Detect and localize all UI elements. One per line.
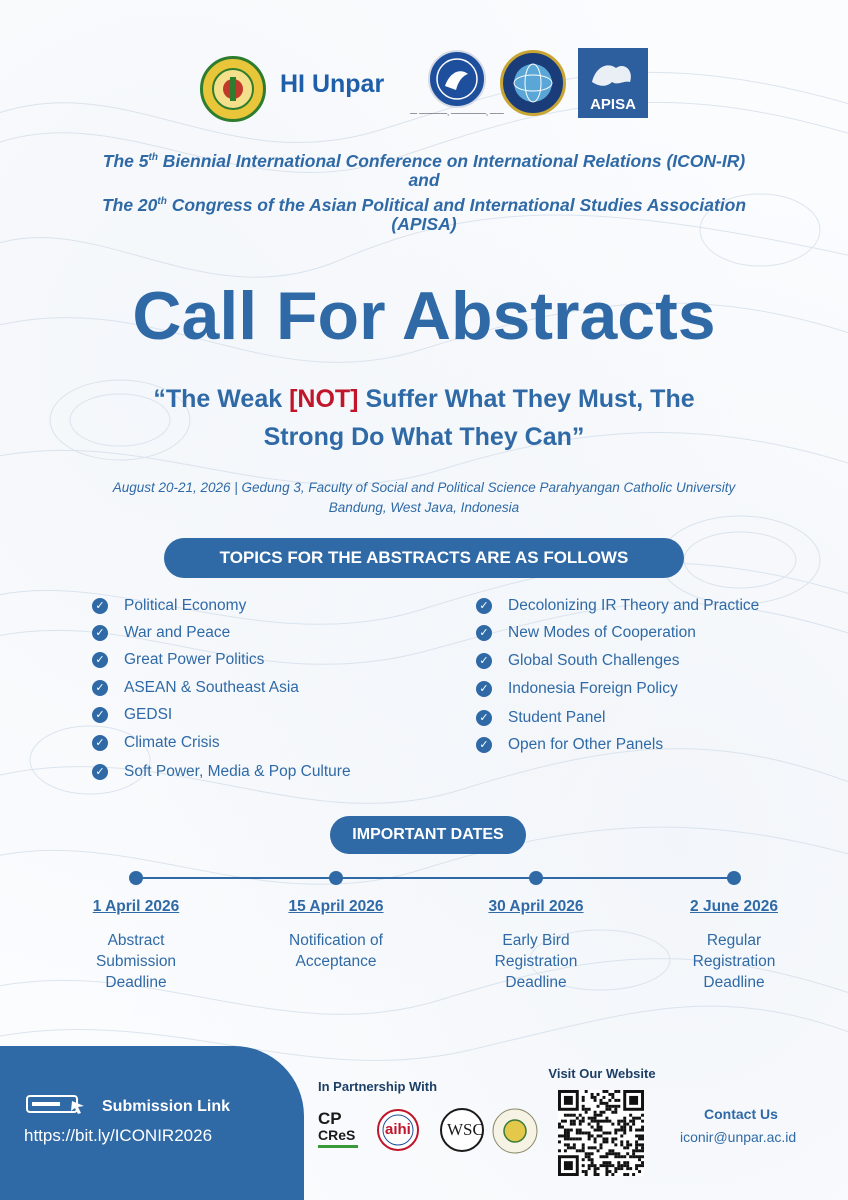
check-icon: ✓ xyxy=(92,764,108,780)
topic-label: Global South Challenges xyxy=(508,652,680,669)
event-info: August 20-21, 2026 | Gedung 3, Faculty of Social and Political Science Parahyangan Catholic University Bandung, West Java, Indonesia xyxy=(112,480,736,515)
apisa-logo xyxy=(578,48,648,118)
timeline-line xyxy=(136,877,734,879)
topic-label: Climate Crisis xyxy=(124,734,220,751)
hi-unpar-logo: HI Unpar xyxy=(280,70,385,98)
topic-item xyxy=(92,761,351,783)
topic-item xyxy=(476,595,759,617)
check-icon: ✓ xyxy=(92,625,108,641)
topic-label: GEDSI xyxy=(124,706,173,723)
timeline-dot xyxy=(529,871,543,885)
date-label xyxy=(256,930,416,972)
topic-label: Decolonizing IR Theory and Practice xyxy=(508,597,760,614)
check-icon: ✓ xyxy=(92,735,108,751)
topic-label: War and Peace xyxy=(124,624,231,641)
topic-item xyxy=(476,707,605,729)
date-label-line: Abstract xyxy=(107,932,165,949)
topic-label: Open for Other Panels xyxy=(508,736,664,753)
university-seal-icon xyxy=(200,56,266,122)
date-label-line: Registration xyxy=(692,953,776,970)
date-label xyxy=(456,930,616,993)
association-seal-icon xyxy=(428,50,486,108)
topic-label: Political Economy xyxy=(124,597,247,614)
topic-item xyxy=(476,650,679,672)
topic-item xyxy=(476,734,663,756)
globe-seal-icon xyxy=(500,50,566,116)
topic-label: Indonesia Foreign Policy xyxy=(508,680,678,697)
visit-website-label: Visit Our Website xyxy=(548,1066,656,1081)
link-icon xyxy=(26,1093,88,1115)
topic-item xyxy=(92,677,299,699)
wsc-logo xyxy=(438,1106,486,1156)
date-label-line: Acceptance xyxy=(295,953,377,970)
submission-box xyxy=(0,1046,304,1200)
topics-heading: TOPICS FOR THE ABSTRACTS ARE AS FOLLOWS xyxy=(164,538,684,578)
date-label-line: Registration xyxy=(494,953,578,970)
date-label-line: Regular xyxy=(706,932,762,949)
submission-title: Submission Link xyxy=(102,1098,231,1115)
timeline-dot xyxy=(329,871,343,885)
check-icon: ✓ xyxy=(476,737,492,753)
check-icon: ✓ xyxy=(476,653,492,669)
date-value: 2 June 2026 xyxy=(690,898,778,915)
conference-title-line3: The 20th Congress of the Asian Political and International Studies Association xyxy=(101,194,747,215)
date-value: 1 April 2026 xyxy=(92,898,180,915)
check-icon: ✓ xyxy=(476,710,492,726)
not-highlight: [NOT] xyxy=(289,385,359,413)
aihii-logo xyxy=(376,1106,434,1156)
date-value: 15 April 2026 xyxy=(288,898,384,915)
conference-title-line1: The 5th Biennial International Conference on International Relations (ICON-IR) xyxy=(102,150,746,171)
check-icon: ✓ xyxy=(92,652,108,668)
topic-item xyxy=(92,732,220,754)
date-label-line: Deadline xyxy=(105,974,167,991)
topic-item xyxy=(92,649,264,671)
contact-email[interactable]: iconir@unpar.ac.id xyxy=(680,1129,797,1145)
topic-item xyxy=(476,678,678,700)
check-icon: ✓ xyxy=(476,681,492,697)
topic-label: ASEAN & Southeast Asia xyxy=(124,679,299,696)
date-label-line: Deadline xyxy=(505,974,567,991)
topic-label: Student Panel xyxy=(508,709,606,726)
date-label-line: Deadline xyxy=(703,974,765,991)
conference-title-line4: (APISA) xyxy=(391,214,457,234)
apisa-logo-text: APISA xyxy=(590,96,636,113)
topic-item xyxy=(92,595,246,617)
timeline-dot xyxy=(727,871,741,885)
check-icon: ✓ xyxy=(92,707,108,723)
date-value: 30 April 2026 xyxy=(488,898,584,915)
topic-item xyxy=(92,622,230,644)
topic-item xyxy=(92,704,172,726)
topic-label: Great Power Politics xyxy=(124,651,265,668)
theme-quote: “The Weak [NOT] Suffer What They Must, The Strong Do What They Can” xyxy=(153,385,695,451)
date-label-line: Notification of xyxy=(289,932,383,949)
cpcres-logo: CP CReS xyxy=(318,1106,368,1156)
page-title: Call For Abstracts xyxy=(132,278,716,354)
aihii-logo-text: aihi xyxy=(385,1121,411,1138)
date-label-line: Early Bird xyxy=(502,932,570,949)
timeline-dot xyxy=(129,871,143,885)
topic-label: Soft Power, Media & Pop Culture xyxy=(124,763,351,780)
conference-title-and: and xyxy=(408,170,440,190)
association-seal-caption: — ————, —————, —— xyxy=(410,110,504,117)
check-icon: ✓ xyxy=(476,598,492,614)
dates-heading: IMPORTANT DATES xyxy=(330,816,526,854)
date-label xyxy=(654,930,814,993)
contact-title: Contact Us xyxy=(704,1106,778,1122)
wsc-logo-text: WSC xyxy=(447,1120,484,1139)
public-policy-seal-icon xyxy=(490,1106,540,1156)
check-icon: ✓ xyxy=(476,625,492,641)
date-label xyxy=(56,930,216,993)
partners-title: In Partnership With xyxy=(318,1079,438,1094)
submission-link[interactable]: https://bit.ly/ICONIR2026 xyxy=(24,1126,213,1145)
check-icon: ✓ xyxy=(92,598,108,614)
qr-code-icon[interactable] xyxy=(558,1090,644,1176)
topic-item xyxy=(476,622,696,644)
topic-label: New Modes of Cooperation xyxy=(508,624,696,641)
check-icon: ✓ xyxy=(92,680,108,696)
date-label-line: Submission xyxy=(95,953,177,970)
